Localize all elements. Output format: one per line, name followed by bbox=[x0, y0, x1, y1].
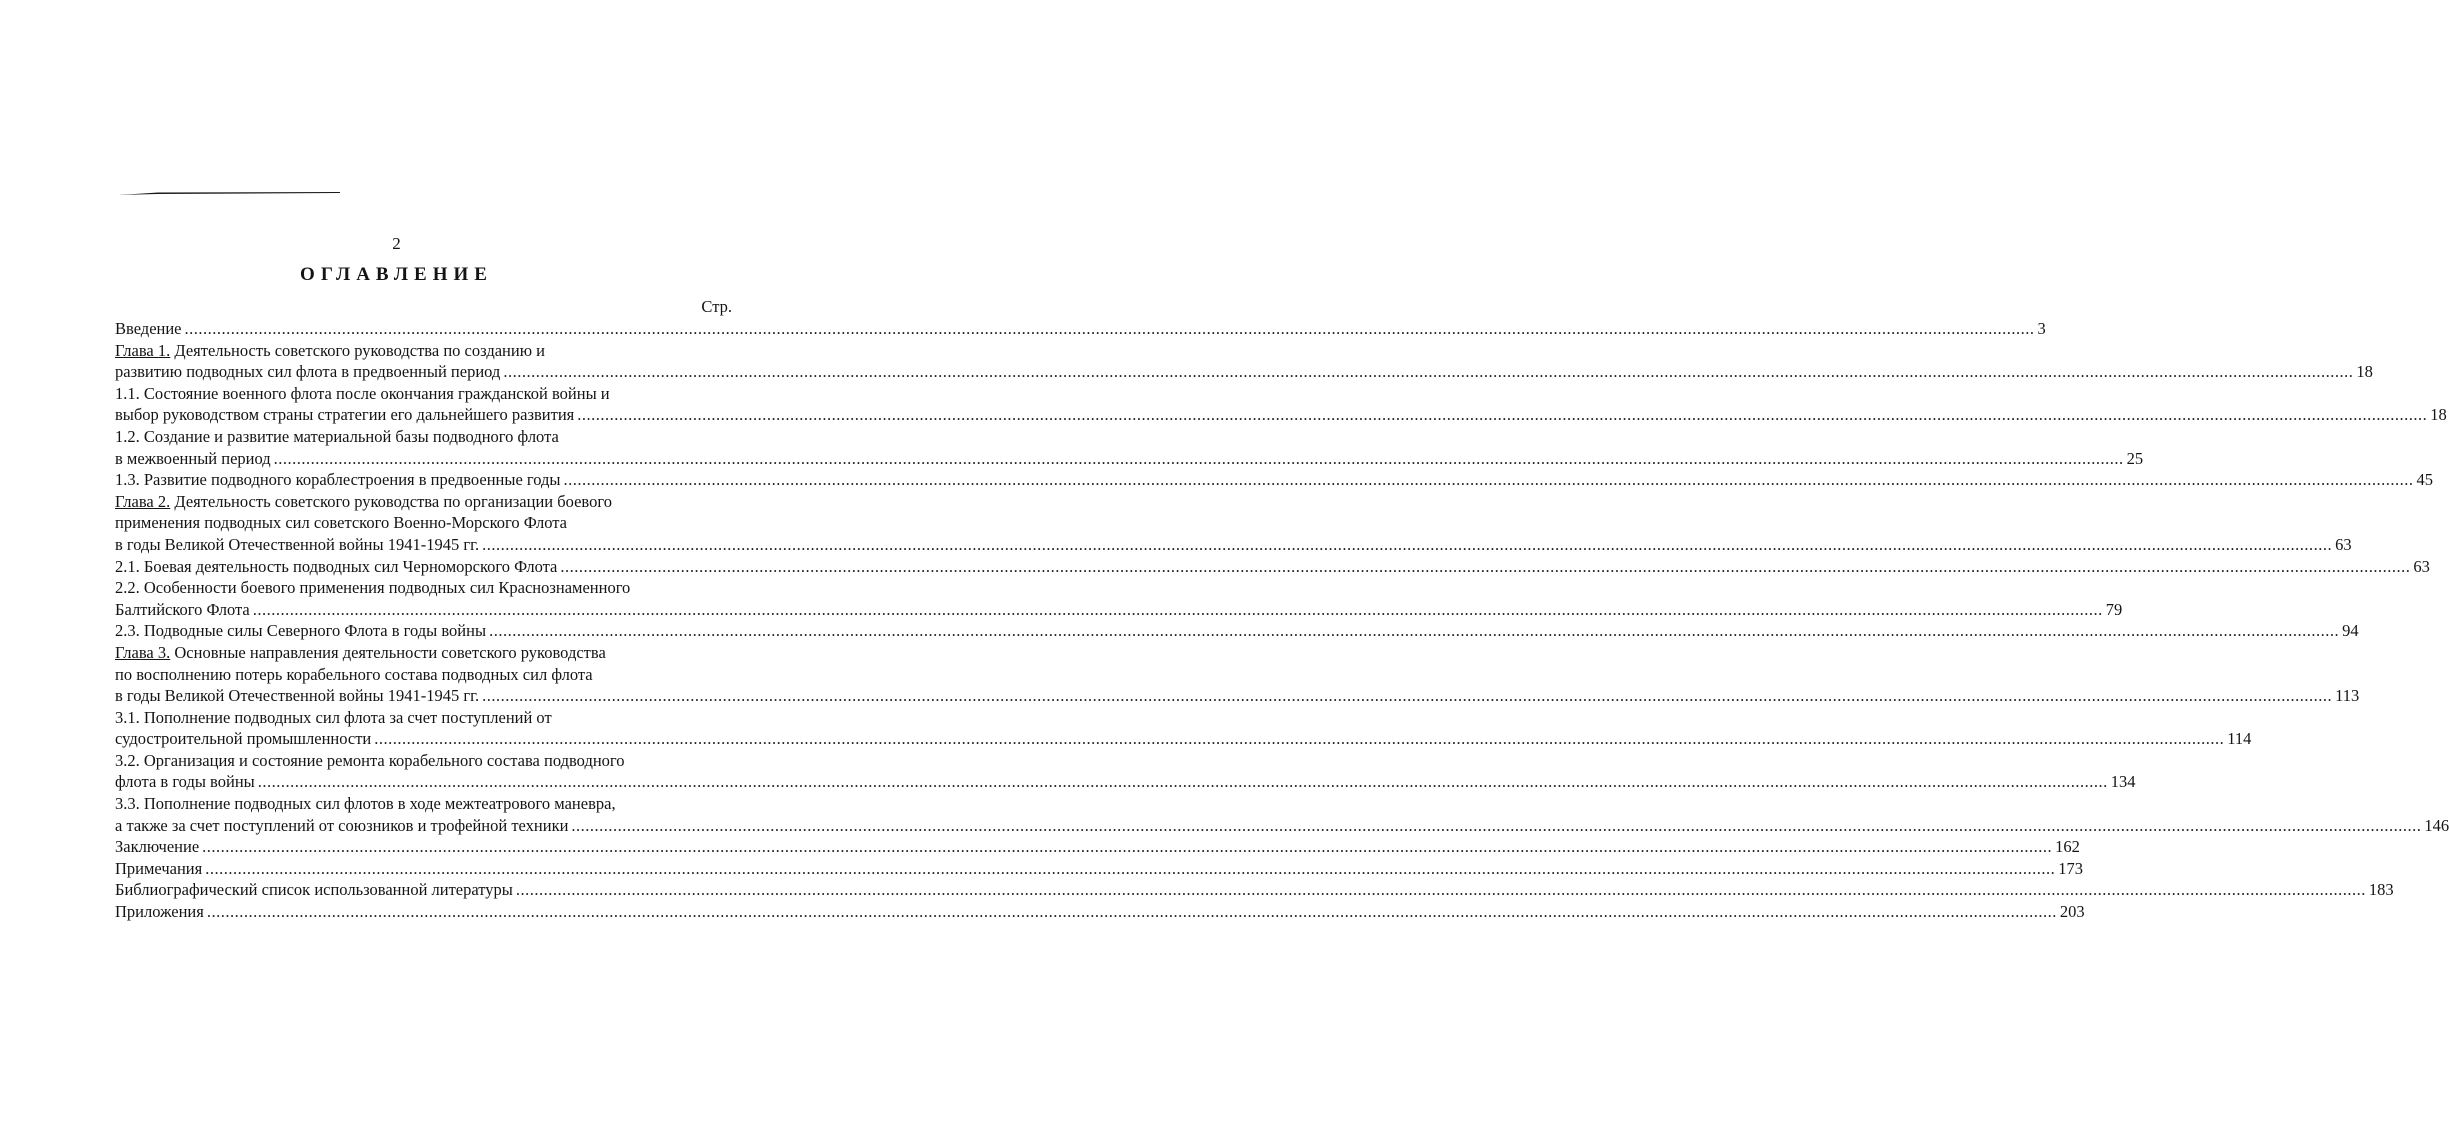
toc-entry-text: Основные направления деятельности советского руководства bbox=[174, 642, 606, 662]
toc-entry-line bbox=[115, 448, 2144, 470]
toc-entry-text: 1.1. Состояние военного флота после окончания гражданской войны и bbox=[115, 383, 610, 403]
toc-entry-line bbox=[115, 491, 735, 513]
dot-leader: ................................................................................................................................................................................................................................................................................................................................................................................................................ bbox=[482, 686, 2333, 706]
dot-leader: ................................................................................................................................................................................................................................................................................................................................................................................................................ bbox=[205, 858, 2056, 878]
toc-entry-text: а также за счет поступлений от союзников и трофейной техники bbox=[115, 815, 569, 835]
toc-page-number: 79 bbox=[2105, 599, 2123, 619]
toc-entry-text: в межвоенный период bbox=[115, 448, 271, 468]
dot-leader: ................................................................................................................................................................................................................................................................................................................................................................................................................ bbox=[257, 772, 2108, 792]
toc-entry bbox=[115, 469, 2434, 491]
dot-leader: ................................................................................................................................................................................................................................................................................................................................................................................................................ bbox=[563, 470, 2414, 490]
toc-entry-line bbox=[115, 771, 2136, 793]
toc-entry bbox=[115, 793, 2449, 836]
toc-entry-text: 3.3. Пополнение подводных сил флотов в ходе межтеатрового маневра, bbox=[115, 794, 616, 814]
toc-page-number: 25 bbox=[2126, 448, 2144, 468]
chapter-label: Глава 2. bbox=[115, 491, 171, 511]
toc-entry bbox=[115, 707, 2252, 750]
toc-entry-line bbox=[115, 512, 735, 534]
toc-entry-text: по восполнению потерь корабельного состава подводных сил флота bbox=[115, 664, 593, 684]
toc-entry-text: 2.2. Особенности боевого применения подводных сил Краснознаменного bbox=[115, 578, 631, 598]
dot-leader: ................................................................................................................................................................................................................................................................................................................................................................................................................ bbox=[571, 815, 2422, 835]
toc-entry bbox=[115, 577, 2123, 620]
toc-page-number: 63 bbox=[2413, 556, 2430, 576]
toc-entry bbox=[115, 383, 2447, 426]
toc-entry-line bbox=[115, 707, 735, 729]
toc-page-number: 18 bbox=[2356, 362, 2373, 382]
toc-entry-line bbox=[115, 685, 2360, 707]
toc-page-number: 134 bbox=[2110, 772, 2136, 792]
dot-leader: ................................................................................................................................................................................................................................................................................................................................................................................................................ bbox=[374, 729, 2225, 749]
dot-leader: ................................................................................................................................................................................................................................................................................................................................................................................................................ bbox=[489, 621, 2340, 641]
toc-entry-line bbox=[115, 361, 2373, 383]
scan-artifact-line bbox=[118, 190, 340, 196]
toc-page-number: 113 bbox=[2335, 686, 2360, 706]
dot-leader: ................................................................................................................................................................................................................................................................................................................................................................................................................ bbox=[206, 902, 2057, 922]
toc-entry-text: 2.3. Подводные силы Северного Флота в годы войны bbox=[115, 621, 487, 641]
toc-entry-line bbox=[115, 599, 2123, 621]
toc-entry-line bbox=[115, 318, 2046, 340]
toc-entry-text: развитию подводных сил флота в предвоенный период bbox=[115, 362, 501, 382]
toc-page-number: 18 bbox=[2430, 405, 2447, 425]
toc-entry bbox=[115, 858, 2083, 880]
toc-entry bbox=[115, 750, 2136, 793]
toc-entry-text: Заключение bbox=[115, 837, 200, 857]
toc-entry-text: 1.3. Развитие подводного кораблестроения в предвоенные годы bbox=[115, 470, 561, 490]
toc-page-number: 45 bbox=[2416, 470, 2434, 490]
toc-entry-line bbox=[115, 556, 2430, 578]
toc-entry-line bbox=[115, 750, 735, 772]
dot-leader: ................................................................................................................................................................................................................................................................................................................................................................................................................ bbox=[273, 448, 2124, 468]
toc-entry-text: в годы Великой Отечественной войны 1941-1945 гг. bbox=[115, 686, 480, 706]
page-title: ОГЛАВЛЕНИЕ bbox=[300, 264, 493, 285]
toc-entry-text: Приложения bbox=[115, 902, 204, 922]
toc-entry-text: 1.2. Создание и развитие материальной базы подводного флота bbox=[115, 426, 559, 446]
toc-entry-line bbox=[115, 815, 2449, 837]
toc-entry-line bbox=[115, 642, 735, 664]
toc-entry-text: в годы Великой Отечественной войны 1941-1945 гг. bbox=[115, 534, 480, 554]
toc-entry-line bbox=[115, 426, 735, 448]
dot-leader: ................................................................................................................................................................................................................................................................................................................................................................................................................ bbox=[202, 837, 2053, 857]
toc-entry-text: 3.1. Пополнение подводных сил флота за счет поступлений от bbox=[115, 707, 552, 727]
toc-entry-line bbox=[115, 793, 735, 815]
page-number: 2 bbox=[392, 234, 401, 253]
toc-entry-text: 2.1. Боевая деятельность подводных сил Черноморского Флота bbox=[115, 556, 558, 576]
toc-entry-line bbox=[115, 858, 2083, 880]
toc-entry-text: 3.2. Организация и состояние ремонта корабельного состава подводного bbox=[115, 750, 625, 770]
toc-entry-line bbox=[115, 620, 2359, 642]
dot-leader: ................................................................................................................................................................................................................................................................................................................................................................................................................ bbox=[482, 534, 2333, 554]
toc-entry-line bbox=[115, 901, 2085, 923]
toc-entry-text: Деятельность советского руководства по созданию и bbox=[174, 340, 545, 360]
toc-entry-line bbox=[115, 577, 735, 599]
toc-page-number: 114 bbox=[2227, 729, 2252, 749]
toc-page-number: 203 bbox=[2059, 902, 2085, 922]
chapter-label: Глава 3. bbox=[115, 642, 171, 662]
toc-entry-text: судостроительной промышленности bbox=[115, 729, 372, 749]
toc-entry-line bbox=[115, 534, 2352, 556]
toc-entry-line bbox=[115, 879, 2394, 901]
toc-entry bbox=[115, 642, 2360, 707]
toc-entry-text: Балтийского Флота bbox=[115, 599, 250, 619]
dot-leader: ................................................................................................................................................................................................................................................................................................................................................................................................................ bbox=[252, 599, 2103, 619]
toc-entry-line bbox=[115, 469, 2434, 491]
toc-page-number: 94 bbox=[2342, 621, 2359, 641]
page-column-label: Стр. bbox=[701, 297, 732, 316]
toc-entry-line bbox=[115, 404, 2447, 426]
toc-page-number: 183 bbox=[2368, 880, 2394, 900]
toc-page-number: 173 bbox=[2058, 858, 2083, 878]
toc-entry bbox=[115, 836, 2080, 858]
toc-entry bbox=[115, 556, 2430, 578]
chapter-label: Глава 1. bbox=[115, 340, 171, 360]
toc-entry-text: применения подводных сил советского Военно-Морского Флота bbox=[115, 513, 567, 533]
toc-entry-line bbox=[115, 340, 735, 362]
toc-entry-text: Библиографический список использованной литературы bbox=[115, 880, 513, 900]
toc-entry bbox=[115, 318, 2046, 340]
dot-leader: ................................................................................................................................................................................................................................................................................................................................................................................................................ bbox=[515, 880, 2366, 900]
toc-entry-text: флота в годы войны bbox=[115, 772, 255, 792]
dot-leader: ................................................................................................................................................................................................................................................................................................................................................................................................................ bbox=[503, 362, 2354, 382]
toc-entry-text: Примечания bbox=[115, 858, 203, 878]
dot-leader: ................................................................................................................................................................................................................................................................................................................................................................................................................ bbox=[184, 319, 2035, 338]
toc-entry bbox=[115, 491, 2352, 556]
toc-entry bbox=[115, 879, 2394, 901]
toc-entry bbox=[115, 340, 2373, 383]
toc-entry-line bbox=[115, 664, 735, 686]
toc-entry bbox=[115, 620, 2359, 642]
toc-entry-line bbox=[115, 836, 2080, 858]
toc-page-number: 162 bbox=[2055, 837, 2080, 857]
toc-entry bbox=[115, 901, 2085, 923]
table-of-contents bbox=[115, 296, 2449, 923]
toc-page-number: 63 bbox=[2335, 534, 2352, 554]
toc-entry-text: выбор руководством страны стратегии его дальнейшего развития bbox=[115, 405, 575, 425]
toc-page-number: 146 bbox=[2424, 815, 2449, 835]
toc-entry-text: Деятельность советского руководства по организации боевого bbox=[174, 491, 612, 511]
dot-leader: ................................................................................................................................................................................................................................................................................................................................................................................................................ bbox=[560, 556, 2411, 576]
toc-entry-line bbox=[115, 383, 735, 405]
toc-entry bbox=[115, 426, 2144, 469]
dot-leader: ................................................................................................................................................................................................................................................................................................................................................................................................................ bbox=[577, 405, 2428, 425]
toc-entry-text: Введение bbox=[115, 319, 182, 338]
toc-page-number: 3 bbox=[2037, 319, 2046, 338]
toc-entry-line bbox=[115, 728, 2252, 750]
